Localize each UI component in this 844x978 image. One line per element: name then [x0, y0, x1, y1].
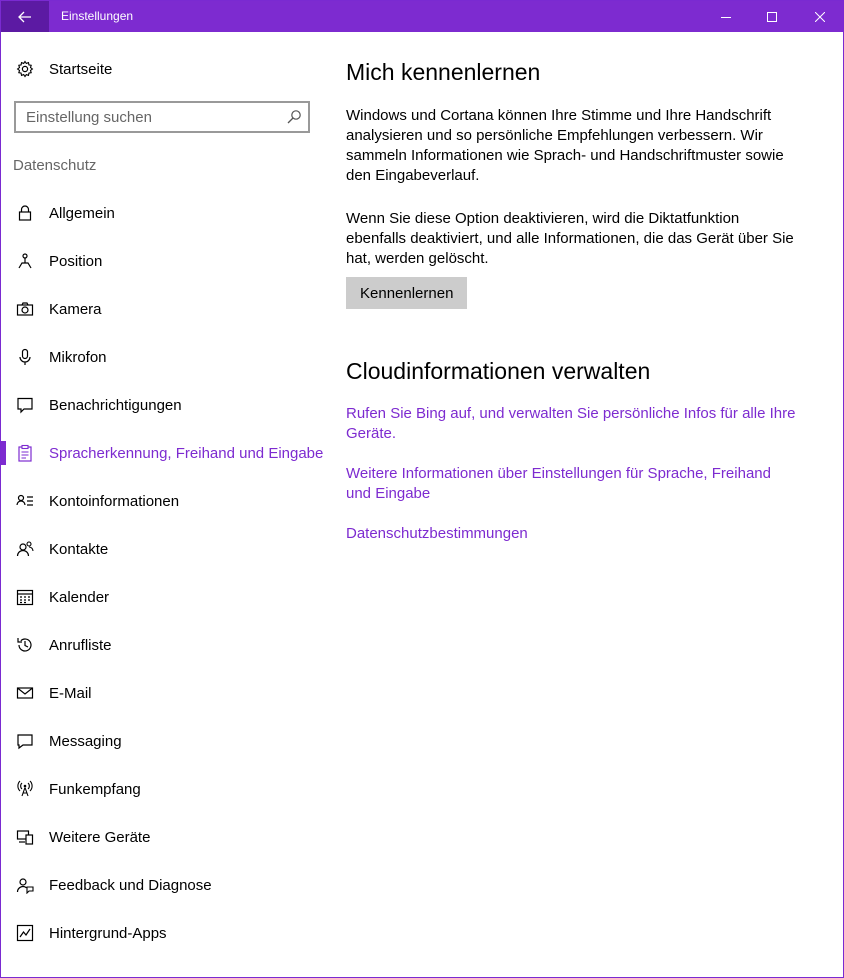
background-apps-icon: [15, 923, 35, 943]
microphone-icon: [15, 347, 35, 367]
sidebar-item-mikrofon[interactable]: [1, 333, 331, 381]
sidebar-item-label: Kamera: [49, 300, 102, 318]
sidebar-item-label: Weitere Geräte: [49, 828, 151, 846]
minimize-button[interactable]: [703, 1, 749, 32]
sidebar-item-label: Spracherkennung, Freihand und Eingabe: [49, 444, 324, 462]
sidebar-item-label: E-Mail: [49, 684, 92, 702]
home-label: Startseite: [49, 60, 113, 78]
title-bar: [1, 1, 843, 32]
section-title-cloudinformationen: Cloudinformationen verwalten: [346, 358, 651, 384]
back-button[interactable]: [1, 1, 49, 32]
sidebar-item-label: Kontoinformationen: [49, 492, 180, 510]
close-icon: [815, 12, 825, 22]
sidebar-item-kontoinformationen[interactable]: [1, 477, 331, 525]
more-info-link[interactable]: Weitere Informationen über Einstellungen für Sprache, Freihand und Eingabe: [346, 465, 771, 502]
sidebar-item-benachrichtigungen[interactable]: [1, 381, 331, 429]
sidebar-item-label: Feedback und Diagnose: [49, 876, 212, 894]
kennenlernen-button[interactable]: Kennenlernen: [346, 277, 467, 309]
feedback-icon: [15, 875, 35, 895]
sidebar-item-hintergrund-apps[interactable]: [1, 909, 331, 957]
close-button[interactable]: [797, 1, 843, 32]
gear-icon: [15, 59, 35, 79]
home-link[interactable]: [15, 57, 112, 81]
warning-paragraph: Wenn Sie diese Option deaktivieren, wird die Diktatfunktion ebenfalls deaktiviert, und alle Informationen, die das Gerät über Sie hat, werden gelöscht.: [346, 210, 794, 267]
sidebar-item-label: Kalender: [49, 588, 110, 606]
window-title: Einstellungen: [61, 9, 134, 23]
sidebar-item-spracherkennung[interactable]: [1, 429, 331, 477]
message-icon: [15, 731, 35, 751]
maximize-icon: [767, 12, 777, 22]
sidebar-item-kalender[interactable]: [1, 573, 331, 621]
search-box: [14, 101, 310, 133]
history-icon: [15, 635, 35, 655]
sidebar-item-label: Mikrofon: [49, 348, 107, 366]
location-icon: [15, 251, 35, 271]
sidebar-item-messaging[interactable]: [1, 717, 331, 765]
devices-icon: [15, 827, 35, 847]
maximize-button[interactable]: [749, 1, 795, 32]
sidebar-item-feedback[interactable]: [1, 861, 331, 909]
sidebar-item-allgemein[interactable]: [1, 189, 331, 237]
privacy-statement-link[interactable]: Datenschutzbestimmungen: [346, 525, 528, 542]
sidebar-item-position[interactable]: [1, 237, 331, 285]
sidebar-item-label: Allgemein: [49, 204, 115, 222]
sidebar-item-label: Hintergrund-Apps: [49, 924, 167, 942]
search-input[interactable]: [16, 103, 288, 131]
lock-icon: [15, 203, 35, 223]
sidebar-section-heading: Datenschutz: [13, 157, 97, 174]
camera-icon: [15, 299, 35, 319]
bing-manage-link[interactable]: Rufen Sie Bing auf, und verwalten Sie persönliche Infos für alle Ihre Geräte.: [346, 405, 796, 442]
sidebar-item-label: Benachrichtigungen: [49, 396, 182, 414]
sidebar-item-label: Messaging: [49, 732, 122, 750]
sidebar-item-label: Funkempfang: [49, 780, 141, 798]
contacts-icon: [15, 539, 35, 559]
calendar-icon: [15, 587, 35, 607]
sidebar-item-label: Position: [49, 252, 103, 270]
sidebar-item-kontakte[interactable]: [1, 525, 331, 573]
sidebar-item-funkempfang[interactable]: [1, 765, 331, 813]
sidebar-nav: [1, 189, 331, 957]
sidebar-item-email[interactable]: [1, 669, 331, 717]
mail-icon: [15, 683, 35, 703]
minimize-icon: [721, 12, 731, 22]
section-title-mich-kennenlernen: Mich kennenlernen: [346, 59, 541, 85]
back-arrow-icon: [18, 11, 32, 23]
description-paragraph: Windows und Cortana können Ihre Stimme und Ihre Handschrift analysieren und so persönliche Empfehlungen verbessern. Wir sammeln Informationen wie Sprach- und Handschriftmuster sowie den Eingabeverlauf.: [346, 107, 784, 184]
account-info-icon: [15, 491, 35, 511]
sidebar-item-kamera[interactable]: [1, 285, 331, 333]
sidebar-item-label: Kontakte: [49, 540, 109, 558]
clipboard-icon: [15, 443, 35, 463]
notification-icon: [15, 395, 35, 415]
search-icon[interactable]: [286, 109, 302, 125]
radio-icon: [15, 779, 35, 799]
sidebar-item-anrufliste[interactable]: [1, 621, 331, 669]
sidebar-item-label: Anrufliste: [49, 636, 112, 654]
sidebar-item-weitere-geraete[interactable]: [1, 813, 331, 861]
